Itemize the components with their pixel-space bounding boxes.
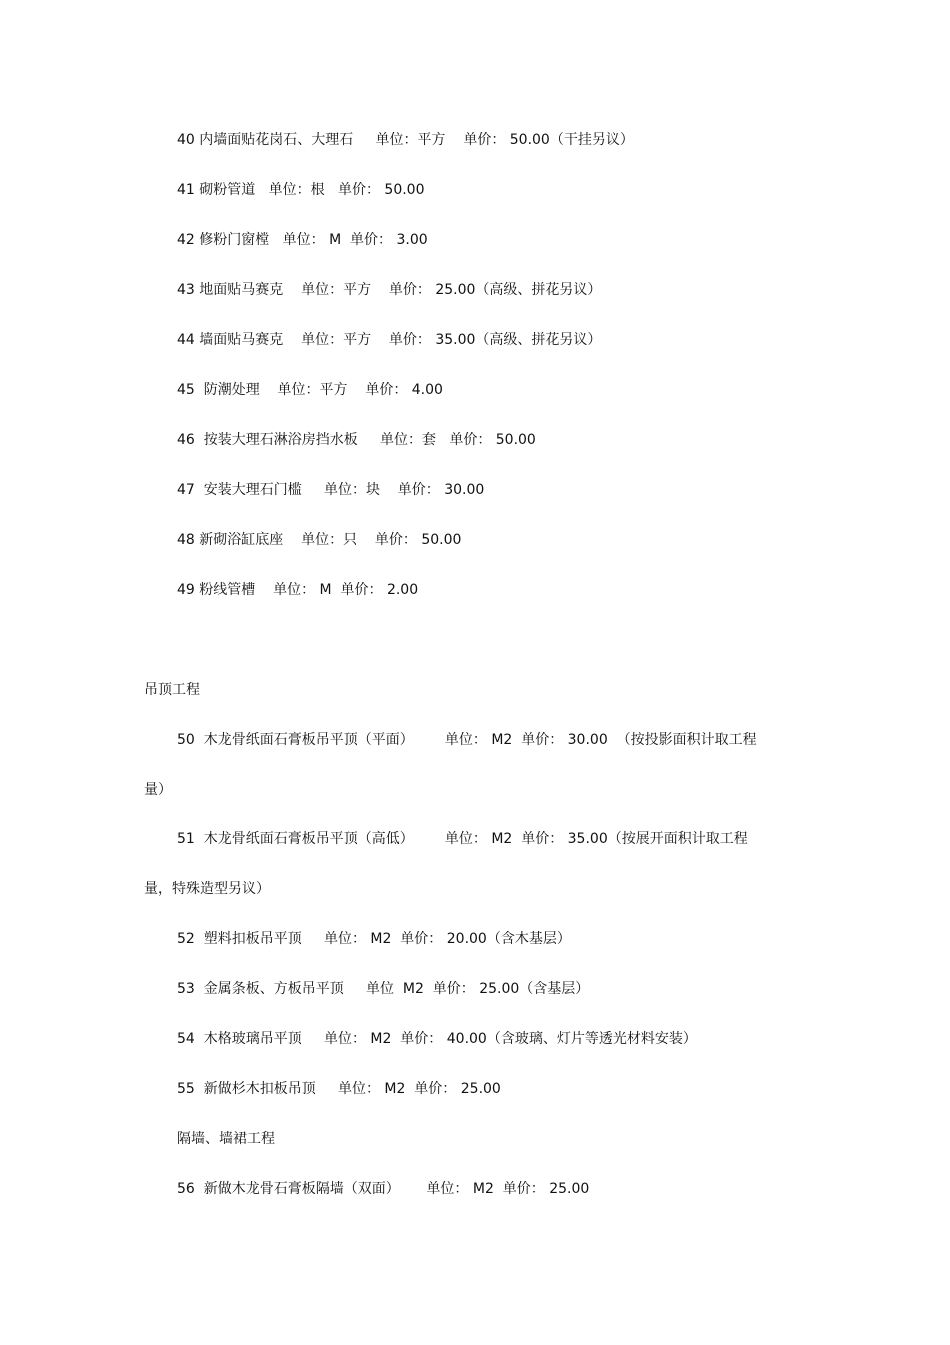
item-51-line-1: 51 木龙骨纸面石膏板吊平顶（高低） 单位： M2 单价： 35.00（按展开面积计取工程 — [177, 831, 748, 847]
item-55: 55 新做杉木扣板吊顶 单位： M2 单价： 25.00 — [177, 1081, 501, 1097]
item-44: 44 墙面贴马赛克 单位：平方 单价： 35.00（高级、拼花另议） — [177, 332, 602, 348]
item-43: 43 地面贴马赛克 单位：平方 单价： 25.00（高级、拼花另议） — [177, 282, 602, 298]
section-heading-partition: 隔墙、墙裙工程 — [177, 1131, 275, 1147]
item-40: 40 内墙面贴花岗石、大理石 单位：平方 单价： 50.00（干挂另议） — [177, 132, 634, 148]
item-45: 45 防潮处理 单位：平方 单价： 4.00 — [177, 382, 443, 398]
item-56: 56 新做木龙骨石膏板隔墙（双面） 单位： M2 单价： 25.00 — [177, 1181, 590, 1197]
item-49: 49 粉线管槽 单位： M 单价： 2.00 — [177, 582, 419, 598]
item-50-line-2: 量） — [144, 782, 172, 798]
item-42: 42 修粉门窗樘 单位： M 单价： 3.00 — [177, 232, 428, 248]
item-53: 53 金属条板、方板吊平顶 单位 M2 单价： 25.00（含基层） — [177, 981, 590, 997]
item-47: 47 安装大理石门槛 单位：块 单价： 30.00 — [177, 482, 485, 498]
item-51-line-2: 量，特殊造型另议） — [144, 881, 270, 897]
item-41: 41 砌粉管道 单位：根 单价： 50.00 — [177, 182, 425, 198]
item-54: 54 木格玻璃吊平顶 单位： M2 单价： 40.00（含玻璃、灯片等透光材料安装） — [177, 1031, 697, 1047]
item-46: 46 按装大理石淋浴房挡水板 单位：套 单价： 50.00 — [177, 432, 536, 448]
section-heading-ceiling: 吊顶工程 — [144, 682, 200, 698]
item-52: 52 塑料扣板吊平顶 单位： M2 单价： 20.00（含木基层） — [177, 931, 571, 947]
item-50-line-1: 50 木龙骨纸面石膏板吊平顶（平面） 单位： M2 单价： 30.00 （按投影面积计取工程 — [177, 732, 757, 748]
item-48: 48 新砌浴缸底座 单位：只 单价： 50.00 — [177, 532, 462, 548]
